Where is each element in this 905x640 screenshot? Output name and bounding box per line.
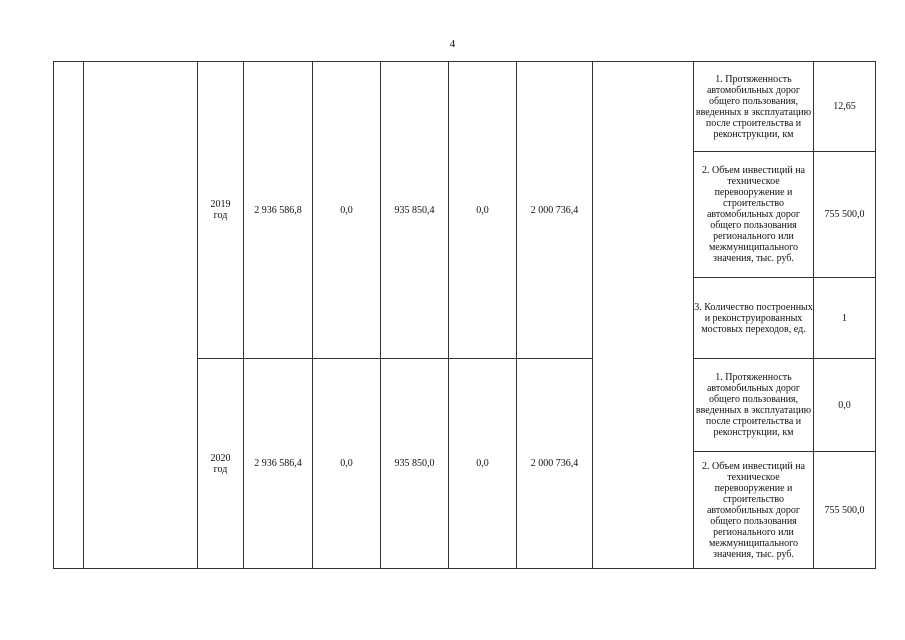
- local-budget-cell: 0,0: [449, 62, 517, 359]
- indicator-name-cell: 2. Объем инвестиций на техническое перевооружение и строительство автомобильных дорог общего пользования регионального или межмуниципального значения, тыс. руб.: [694, 452, 814, 569]
- program-indicators-table: [53, 61, 876, 569]
- indicator-value-cell: 1: [814, 278, 876, 359]
- executor-cell: [593, 62, 694, 569]
- other-sources-cell: 2 000 736,4: [517, 359, 593, 569]
- indicator-name-cell: 2. Объем инвестиций на техническое перевооружение и строительство автомобильных дорог общего пользования регионального или межмуниципального значения, тыс. руб.: [694, 152, 814, 278]
- total-funding-cell: 2 936 586,8: [244, 62, 313, 359]
- federal-budget-cell: 0,0: [313, 62, 381, 359]
- page-number: 4: [449, 38, 456, 50]
- row-number-cell: [54, 62, 84, 569]
- indicator-value-cell: 755 500,0: [814, 452, 876, 569]
- year-cell: 2020 год: [198, 359, 244, 569]
- indicator-name-cell: 3. Количество построенных и реконструированных мостовых переходов, ед.: [694, 278, 814, 359]
- local-budget-cell: 0,0: [449, 359, 517, 569]
- table-row: [54, 62, 876, 152]
- total-funding-cell: 2 936 586,4: [244, 359, 313, 569]
- indicator-name-cell: 1. Протяженность автомобильных дорог общего пользования, введенных в эксплуатацию после строительства и реконструкции, км: [694, 62, 814, 152]
- regional-budget-cell: 935 850,4: [381, 62, 449, 359]
- year-cell: 2019 год: [198, 62, 244, 359]
- regional-budget-cell: 935 850,0: [381, 359, 449, 569]
- federal-budget-cell: 0,0: [313, 359, 381, 569]
- indicator-value-cell: 12,65: [814, 62, 876, 152]
- indicator-name-cell: 1. Протяженность автомобильных дорог общего пользования, введенных в эксплуатацию после строительства и реконструкции, км: [694, 359, 814, 452]
- measure-name-cell: [84, 62, 198, 569]
- indicator-value-cell: 755 500,0: [814, 152, 876, 278]
- other-sources-cell: 2 000 736,4: [517, 62, 593, 359]
- indicator-value-cell: 0,0: [814, 359, 876, 452]
